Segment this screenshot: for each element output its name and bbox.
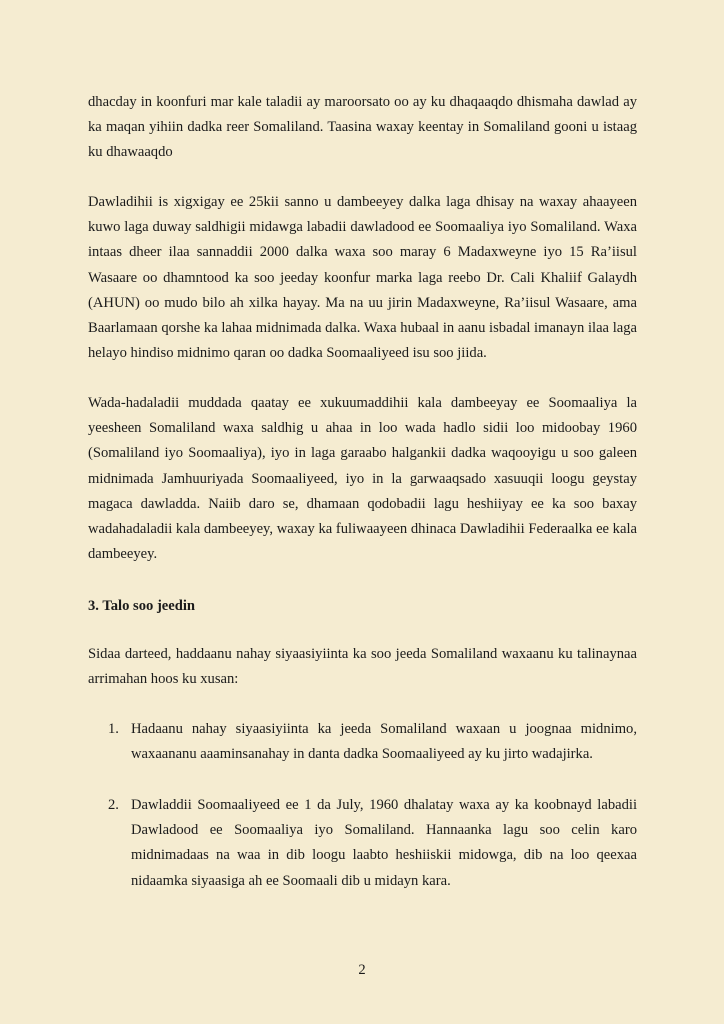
list-item-2 <box>108 793 637 894</box>
list-item-1 <box>108 717 637 767</box>
list-number: 2. <box>108 797 119 813</box>
list-number: 1. <box>108 721 119 737</box>
list-item-text: Dawladdii Soomaaliyeed ee 1 da July, 1960 dhalatay waxa ay ka koobnayd labadii Dawladood ee Soomaaliya iyo Somaliland. Hannaanka lagu soo celin karo midnimadaas na waa in dib loogu laabto heshiiskii midowga, dib na loo qeexaa nidaamka siyaasiga ah ee Soomaali dib u midayn kara. <box>131 797 637 889</box>
page-number: 2 <box>358 962 366 978</box>
section-heading: 3. Talo soo jeedin <box>88 598 196 614</box>
list-item-text: Hadaanu nahay siyaasiyiinta ka jeeda Somaliland waxaan u joognaa midnimo, waxaananu aaaminsanahay in danta dadka Soomaaliyeed ay ku jirto wadajirka. <box>131 721 637 763</box>
paragraph-negotiations: Wada-hadaladii muddada qaatay ee xukuumaddihii kala dambeeyay ee Soomaaliya la yeesheen Somaliland waxa saldhig u ahaa in loo wada hadlo sidii loo midoobay 1960 (Somaliland iyo Soomaaliya), iyo in laga garaabo halgankii dadka waqooyigu u soo galeen midnimada Jamhuuriyada Soomaaliyeed, iyo in la garwaaqsado xasuuqii loogu geystay magaca dawladda. Naiib daro se, dhamaan qodobadii lagu heshiiyay ee ka soo baxay wadahadaladii kala dambeeyey, waxay ka fuliwaayeen dhinaca Dawladihii Federaalka ee kala dambeeyey. <box>88 395 637 563</box>
paragraph-continuation: dhacday in koonfuri mar kale taladii ay maroorsato oo ay ku dhaqaaqdo dhismaha dawlad ay ka maqan yihiin dadka reer Somaliland. Taasina waxay keentay in Somaliland gooni u istaag ku dhawaaqdo <box>88 94 637 161</box>
paragraph-intro: Sidaa darteed, haddaanu nahay siyaasiyiinta ka soo jeeda Somaliland waxaanu ku talinaynaa arrimahan hoos ku xusan: <box>88 646 637 688</box>
paragraph-governments: Dawladihii is xigxigay ee 25kii sanno u dambeeyey dalka laga dhisay na waxay ahaayeen kuwo laga duway saldhigii midawga labadii dawladood ee Soomaaliya iyo Somaliland. Waxa intaas dheer ilaa sannaddii 2000 dalka waxa soo maray 6 Madaxweyne iyo 15 Ra’iisul Wasaare oo dhamntood ka soo jeeday koonfur marka laga reebo Dr. Cali Khaliif Galaydh (AHUN) oo mudo bilo ah xilka hayay. Ma na uu jirin Madaxweyne, Ra’iisul Wasaare, ama Baarlamaan qorshe ka lahaa midnimada dalka. Waxa hubaal in aanu isbadal imanayn ilaa laga helayo hindiso midnimo qaran oo dadka Soomaaliyeed isu soo jiida. <box>88 194 637 362</box>
